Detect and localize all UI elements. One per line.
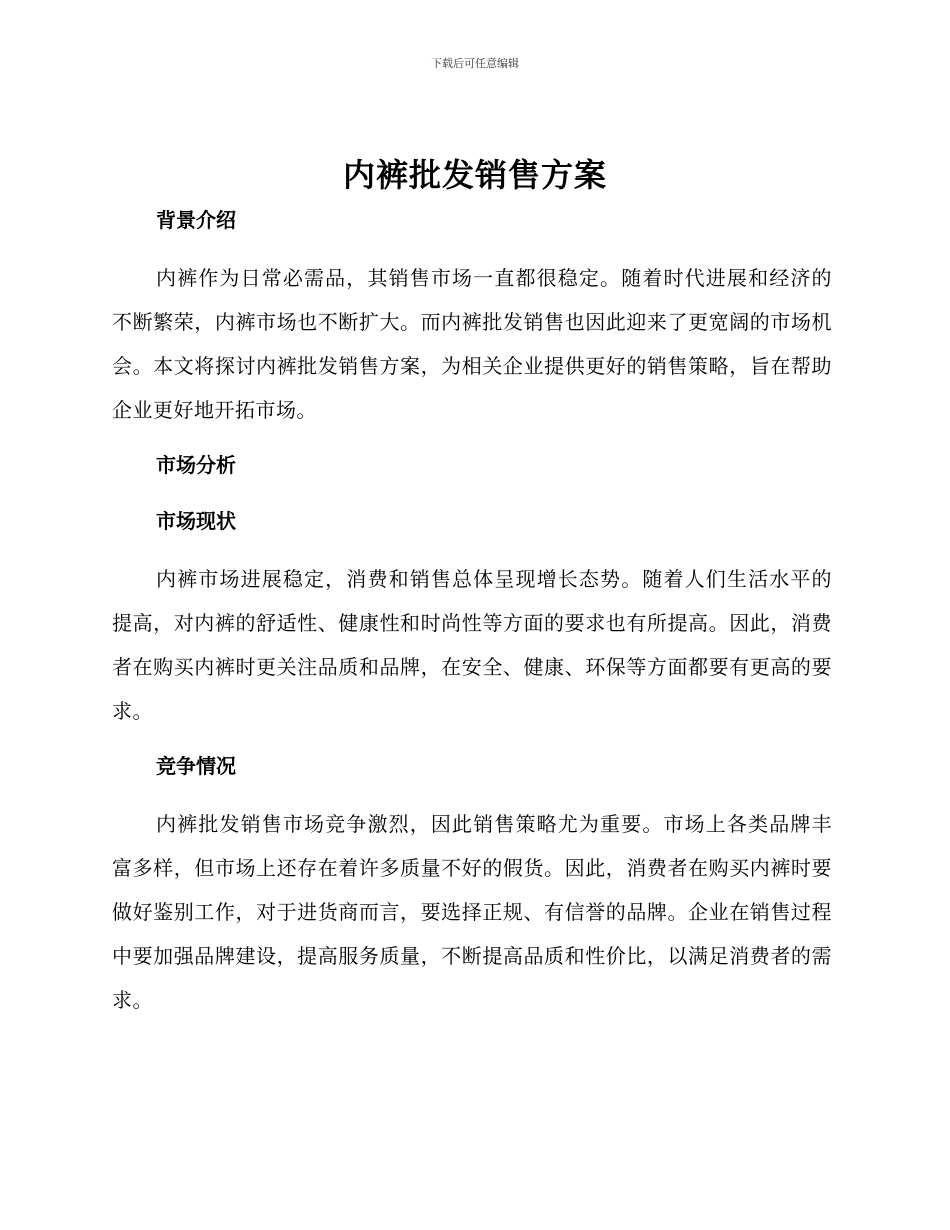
page-header-note: 下载后可任意编辑 (431, 57, 519, 70)
section-paragraph-market-status: 内裤市场进展稳定，消费和销售总体呈现增长态势。随着人们生活水平的提高，对内裤的舒适性、健康性和时尚性等方面的要求也有所提高。因此，消费者在购买内裤时更关注品质和品牌，在安全、健康、环保等方面都要有更高的要求。 (112, 567, 832, 723)
section-heading-market-analysis: 市场分析 (156, 453, 236, 477)
document-title: 内裤批发销售方案 (342, 156, 607, 194)
section-paragraph-background: 内裤作为日常必需品，其销售市场一直都很稳定。随着时代进展和经济的不断繁荣，内裤市场也不断扩大。而内裤批发销售也因此迎来了更宽阔的市场机会。本文将探讨内裤批发销售方案，为相关企业提供更好的销售策略，旨在帮助企业更好地开拓市场。 (112, 266, 832, 422)
section-heading-market-status: 市场现状 (156, 509, 236, 533)
section-paragraph-competition: 内裤批发销售市场竞争激烈，因此销售策略尤为重要。市场上各类品牌丰富多样，但市场上还存在着许多质量不好的假货。因此，消费者在购买内裤时要做好鉴别工作，对于进货商而言，要选择正规、有信誉的品牌。企业在销售过程中要加强品牌建设，提高服务质量，不断提高品质和性价比，以满足消费者的需求。 (112, 812, 832, 1012)
section-heading-background: 背景介绍 (156, 208, 236, 232)
document-body (112, 205, 832, 1022)
section-heading-competition: 竞争情况 (156, 754, 236, 778)
